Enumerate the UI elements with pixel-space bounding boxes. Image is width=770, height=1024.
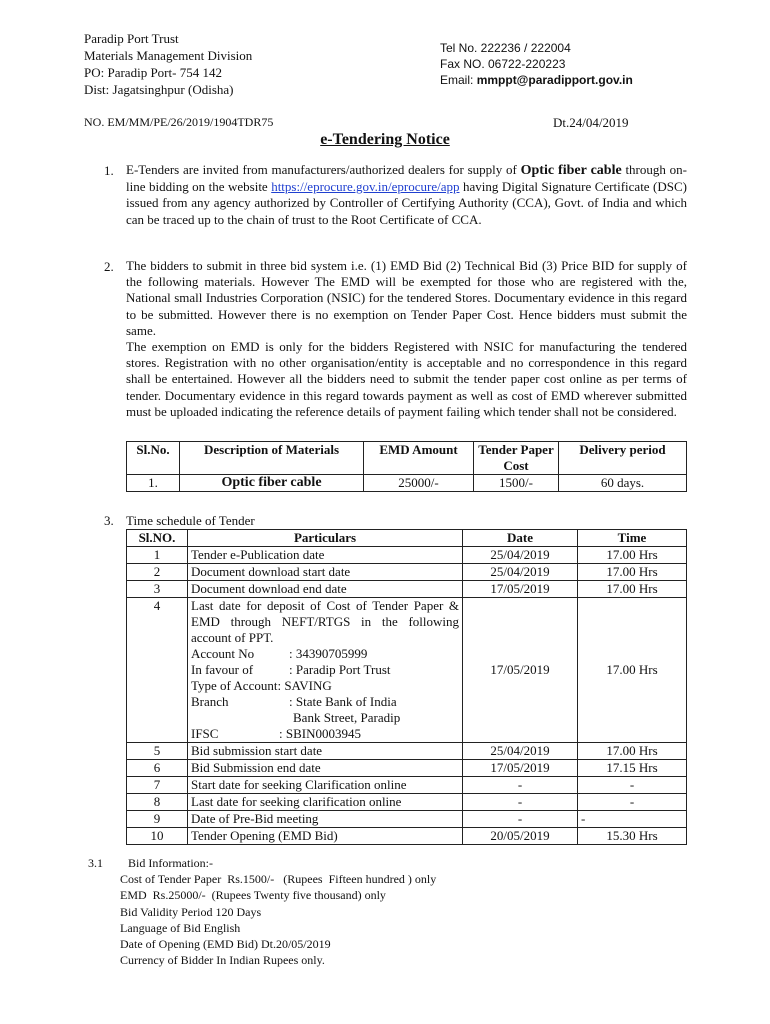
ifsc-label: IFSC bbox=[191, 726, 219, 741]
section-1-website-text: through on-line bidding on the website bbox=[126, 162, 687, 195]
bid-info-line: Bid Validity Period 120 Days bbox=[120, 904, 262, 919]
col-particulars: Particulars bbox=[188, 530, 463, 547]
section-3-1-heading: Bid Information:- bbox=[128, 856, 213, 870]
row-particular: Bid submission start date bbox=[188, 743, 463, 760]
row-date: - bbox=[463, 794, 578, 811]
email-label: Email: bbox=[440, 73, 477, 87]
row-time: 15.30 Hrs bbox=[578, 828, 687, 845]
col-time: Time bbox=[578, 530, 687, 547]
org-address bbox=[84, 30, 252, 98]
account-type: Type of Account: SAVING bbox=[191, 678, 332, 693]
org-name: Paradip Port Trust bbox=[84, 31, 179, 46]
row-date: 17/05/2019 bbox=[463, 598, 578, 743]
row-date: 20/05/2019 bbox=[463, 828, 578, 845]
row-particular: Tender e-Publication date bbox=[188, 547, 463, 564]
table-header-row bbox=[127, 442, 687, 475]
materials-table bbox=[126, 441, 687, 492]
table-row bbox=[127, 743, 687, 760]
bid-info-line: Date of Opening (EMD Bid) Dt.20/05/2019 bbox=[120, 937, 331, 952]
favour-label: In favour of bbox=[191, 662, 254, 677]
col-emd: EMD Amount bbox=[364, 442, 474, 475]
bid-info-line: Language of Bid English bbox=[120, 920, 241, 935]
bid-info-line: EMD Rs.25000/- (Rupees Twenty five thousand) only bbox=[120, 888, 386, 903]
reference-number: NO. EM/MM/PE/26/2019/1904TDR75 bbox=[84, 115, 274, 129]
branch-value: : State Bank of India bbox=[289, 694, 397, 709]
bid-info-list bbox=[120, 871, 436, 969]
table-row bbox=[127, 581, 687, 598]
col-tender-cost: Tender Paper Cost bbox=[474, 442, 559, 475]
fax-number: Fax NO. 06722-220223 bbox=[440, 57, 566, 71]
bid-info-line: Cost of Tender Paper Rs.1500/- (Rupees Fifteen hundred ) only bbox=[120, 872, 437, 886]
section-1-number: 1. bbox=[104, 163, 114, 178]
table-row bbox=[127, 547, 687, 564]
row-particular: Start date for seeking Clarification online bbox=[188, 777, 463, 794]
row-time: - bbox=[578, 794, 687, 811]
row-particular: Tender Opening (EMD Bid) bbox=[188, 828, 463, 845]
table-row bbox=[127, 811, 687, 828]
row-time: 17.00 Hrs bbox=[578, 547, 687, 564]
org-division: Materials Management Division bbox=[84, 48, 253, 63]
cell-delivery: 60 days. bbox=[559, 475, 687, 492]
row-particular: Last date for seeking clarification online bbox=[188, 794, 463, 811]
row-date: - bbox=[463, 777, 578, 794]
row-date: - bbox=[463, 811, 578, 828]
row-time: 17.00 Hrs bbox=[578, 581, 687, 598]
email-line bbox=[440, 72, 633, 88]
org-po: PO: Paradip Port- 754 142 bbox=[84, 65, 222, 80]
table-row bbox=[127, 828, 687, 845]
table-row bbox=[127, 760, 687, 777]
row-particular: Document download start date bbox=[188, 564, 463, 581]
account-no-label: Account No bbox=[191, 646, 255, 661]
row-num: 7 bbox=[127, 777, 188, 794]
row-time: 17.00 Hrs bbox=[578, 598, 687, 743]
row-num: 8 bbox=[127, 794, 188, 811]
cell-description: Optic fiber cable bbox=[180, 475, 364, 492]
section-3-number: 3. bbox=[104, 513, 114, 528]
schedule-header-row bbox=[127, 530, 687, 547]
table-row bbox=[127, 564, 687, 581]
table-row bbox=[127, 475, 687, 492]
page-title: e-Tendering Notice bbox=[320, 131, 450, 148]
table-row bbox=[127, 794, 687, 811]
org-district: Dist: Jagatsinghpur (Odisha) bbox=[84, 82, 234, 97]
cell-slno: 1. bbox=[127, 475, 180, 492]
row-num: 9 bbox=[127, 811, 188, 828]
row-num: 1 bbox=[127, 547, 188, 564]
bid-info-line: Currency of Bidder In Indian Rupees only. bbox=[120, 953, 325, 968]
table-row bbox=[127, 598, 687, 743]
row-particular: Date of Pre-Bid meeting bbox=[188, 811, 463, 828]
table-row bbox=[127, 777, 687, 794]
row-date: 25/04/2019 bbox=[463, 564, 578, 581]
row-time: 17.00 Hrs bbox=[578, 564, 687, 581]
reference-date: Dt.24/04/2019 bbox=[553, 115, 629, 130]
section-1-rest: having Digital Signature Certificate (DSC) issued from any agency authorized by Controller of Certifying Authority (CCA), Govt. of India and which can be traced up to the chain of trust to the Root Certificate of CCA. bbox=[126, 179, 687, 227]
section-2-number: 2. bbox=[104, 259, 114, 274]
row-particular: Bid Submission end date bbox=[188, 760, 463, 777]
row-time: 17.00 Hrs bbox=[578, 743, 687, 760]
branch-label: Branch bbox=[191, 694, 229, 709]
row-date: 25/04/2019 bbox=[463, 547, 578, 564]
col-slno: Sl.NO. bbox=[127, 530, 188, 547]
row-num: 4 bbox=[127, 598, 188, 743]
row-particular: Last date for deposit of Cost of Tender Paper & EMD through NEFT/RTGS in the following account of PPT. bbox=[191, 598, 459, 645]
row-num: 5 bbox=[127, 743, 188, 760]
row-num: 6 bbox=[127, 760, 188, 777]
row-date: 25/04/2019 bbox=[463, 743, 578, 760]
contact-block bbox=[440, 40, 633, 88]
item-name: Optic fiber cable bbox=[520, 163, 622, 178]
section-2-paragraph-2: The exemption on EMD is only for the bidders Registered with NSIC for manufacturing the tendered stores. Registration with no other organisation/entity is acceptable and no correspondence in this regard shall be entertained. However all the bidders need to submit the tender paper cost online as per terms of tender. Documentary evidence in this regard towards payment as well as cost of EMD wherever submitted must be uploaded indicating the reference details of payment failing which tender shall not be considered. bbox=[126, 339, 687, 419]
row-num: 2 bbox=[127, 564, 188, 581]
col-description: Description of Materials bbox=[180, 442, 364, 475]
ifsc-value: : SBIN0003945 bbox=[279, 726, 361, 741]
row-time: - bbox=[578, 777, 687, 794]
branch-address: Bank Street, Paradip bbox=[293, 710, 401, 725]
row-particular: Document download end date bbox=[188, 581, 463, 598]
row-time: 17.15 Hrs bbox=[578, 760, 687, 777]
favour-line bbox=[191, 662, 459, 678]
ifsc-line bbox=[191, 726, 459, 742]
section-3-1-number: 3.1 bbox=[88, 856, 103, 870]
row-date: 17/05/2019 bbox=[463, 760, 578, 777]
section-3-heading: Time schedule of Tender bbox=[126, 513, 255, 528]
eprocure-link[interactable]: https://eprocure.gov.in/eprocure/app bbox=[271, 179, 460, 195]
section-1-text bbox=[126, 162, 687, 228]
section-1-intro: E-Tenders are invited from manufacturers/authorized dealers for supply of bbox=[126, 162, 521, 177]
favour-value: : Paradip Port Trust bbox=[289, 662, 391, 677]
section-2-paragraph-1: The bidders to submit in three bid system i.e. (1) EMD Bid (2) Technical Bid (3) Price BID for supply of the following materials. However The EMD will be exempted for those who are registered with the, National small Industries Corporation (NSIC) for the tendered Stores. Documentary evidence in this regard to be submitted. However there is no exemption on Tender Paper Cost. Hence bidders must submit the same. bbox=[126, 258, 687, 338]
account-no-value: : 34390705999 bbox=[289, 646, 368, 661]
row-time: - bbox=[578, 811, 687, 828]
col-delivery: Delivery period bbox=[559, 442, 687, 475]
email-address[interactable]: mmppt@paradipport.gov.in bbox=[476, 73, 633, 87]
cell-emd: 25000/- bbox=[364, 475, 474, 492]
cell-tender-cost: 1500/- bbox=[474, 475, 559, 492]
account-no-line bbox=[191, 646, 459, 662]
tel-number: Tel No. 222236 / 222004 bbox=[440, 41, 571, 55]
branch-line bbox=[191, 694, 459, 710]
col-date: Date bbox=[463, 530, 578, 547]
col-slno: Sl.No. bbox=[127, 442, 180, 475]
row-num: 10 bbox=[127, 828, 188, 845]
row-date: 17/05/2019 bbox=[463, 581, 578, 598]
row-num: 3 bbox=[127, 581, 188, 598]
schedule-table bbox=[126, 529, 687, 845]
row-particular-account bbox=[188, 598, 463, 743]
